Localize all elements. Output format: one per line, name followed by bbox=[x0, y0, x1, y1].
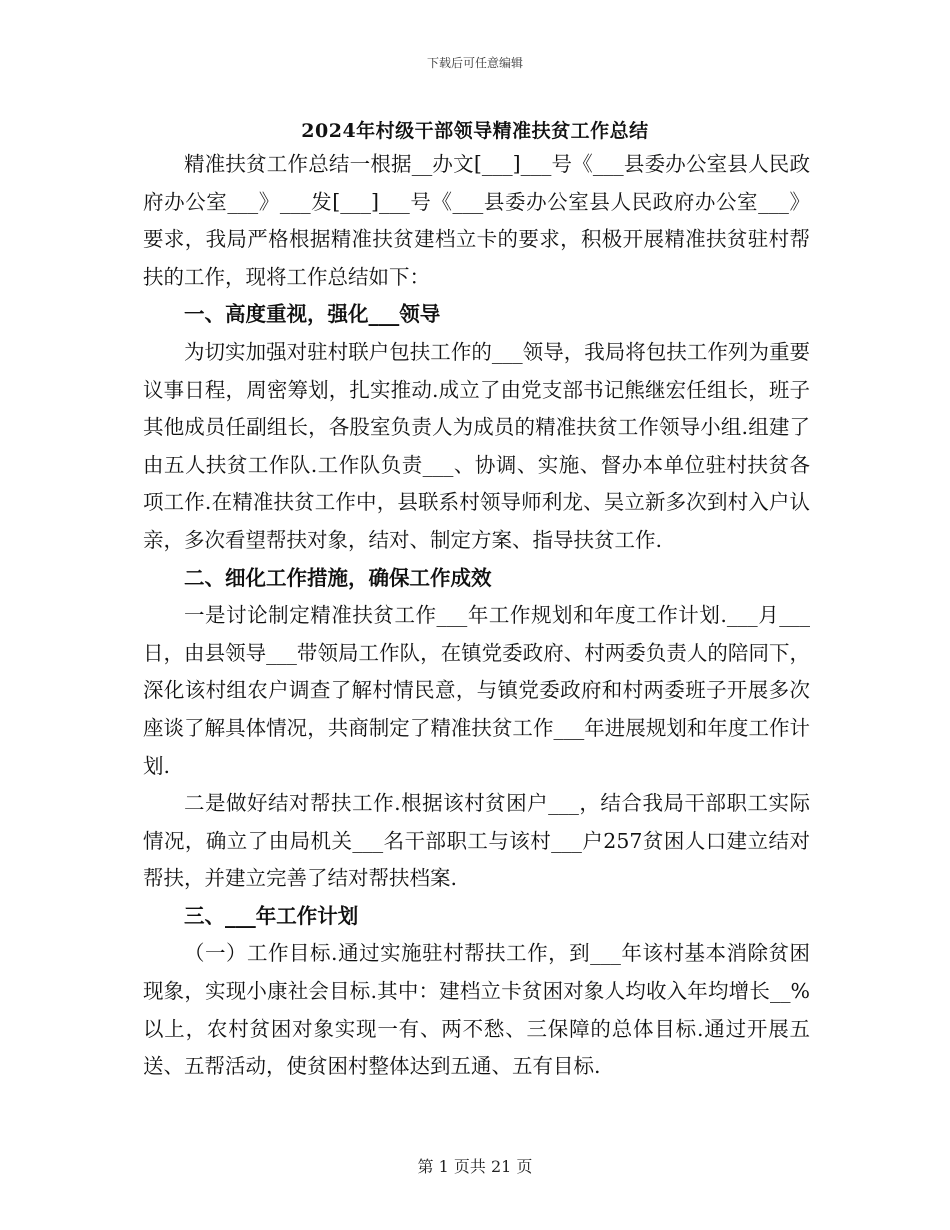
header-note: 下载后可任意编辑 bbox=[426, 56, 523, 70]
page-footer: 第 1 页共 21 页 bbox=[417, 1157, 533, 1176]
section-3-paragraph-1: （一）工作目标.通过实施驻村帮扶工作，到___年该村基本消除贫困现象，实现小康社会目标.其中：建档立卡贫困对象人均收入年均增长__%以上，农村贫困对象实现一有、两不愁、三保障的总体目标.通过开展五送、五帮活动，使贫困村整体达到五通、五有目标. bbox=[143, 941, 810, 1079]
document-body bbox=[143, 146, 810, 1086]
document-title: 2024年村级干部领导精准扶贫工作总结 bbox=[301, 120, 649, 142]
section-1-heading: 一、高度重视，强化___领导 bbox=[184, 302, 441, 327]
section-1-paragraph: 为切实加强对驻村联户包扶工作的___领导，我局将包扶工作列为重要议事日程，周密筹划，扎实推动.成立了由党支部书记熊继宏任组长，班子其他成员任副组长，各股室负责人为成员的精准扶贫工作领导小组.组建了由五人扶贫工作队.工作队负责___、协调、实施、督办本单位驻村扶贫各项工作.在精准扶贫工作中，县联系村领导师利龙、吴立新多次到村入户认亲，多次看望帮扶对象，结对、制定方案、指导扶贫工作. bbox=[143, 339, 810, 552]
section-2-paragraph-2: 二是做好结对帮扶工作.根据该村贫困户___，结合我局干部职工实际情况，确立了由局机关___名干部职工与该村___户257贫困人口建立结对帮扶，并建立完善了结对帮扶档案. bbox=[143, 791, 810, 891]
section-2-paragraph-1: 一是讨论制定精准扶贫工作___年工作规划和年度工作计划.___月___日，由县领导___带领局工作队，在镇党委政府、村两委负责人的陪同下，深化该村组农户调查了解村情民意，与镇党委政府和村两委班子开展多次座谈了解具体情况，共商制定了精准扶贫工作___年进展规划和年度工作计划. bbox=[143, 603, 810, 778]
intro-paragraph: 精准扶贫工作总结一根据__办文[___]___号《___县委办公室县人民政府办公室___》___发[___]___号《___县委办公室县人民政府办公室___》要求，我局严格根据精准扶贫建档立卡的要求，积极开展精准扶贫驻村帮扶的工作，现将工作总结如下： bbox=[143, 152, 810, 289]
section-3-heading: 三、___年工作计划 bbox=[184, 903, 359, 928]
section-2-heading: 二、细化工作措施，确保工作成效 bbox=[184, 565, 492, 590]
